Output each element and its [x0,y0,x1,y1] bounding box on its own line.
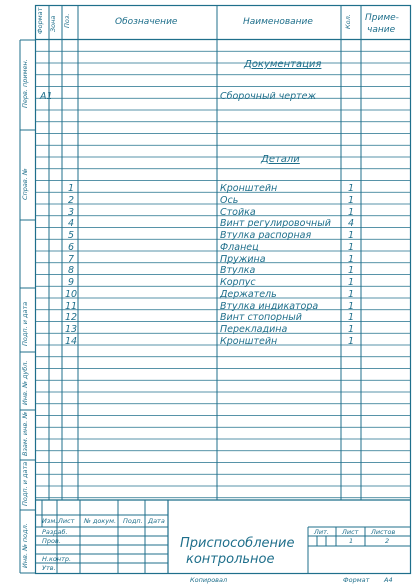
side-podp-data-1: Подп. и дата [21,301,29,346]
part-qty: 1 [348,335,355,347]
part-name: Корпус [220,277,256,288]
part-qty: 1 [348,183,355,194]
header-pos: Поз. [63,13,71,28]
part-name: Винт стопорный [220,312,302,324]
stamp-title-line1: Приспособление [180,536,295,551]
part-name: Ось [220,194,239,206]
header-format: Формат [36,7,44,34]
stamp-n-kontr: Н.контр. [42,555,72,563]
header-designation: Обозначение [115,17,178,27]
stamp-listov-label: Листов [371,528,396,536]
footer-format-label: Формат [343,576,370,584]
part-name: Пружина [220,253,266,265]
side-perv-primen: Перв. примен. [21,59,29,108]
part-qty: 1 [348,230,355,241]
part-pos: 14 [65,335,78,347]
part-qty: 1 [348,265,355,277]
side-sprav: Справ. № [21,168,29,200]
part-pos: 2 [68,194,75,206]
stamp-list-label: Лист [342,528,359,536]
part-name: Кронштейн [220,335,278,347]
part-pos: 9 [68,277,75,288]
stamp-lit-label: Лит. [314,528,329,536]
header-note-line1: Приме- [365,13,399,23]
part-qty: 1 [348,312,355,324]
part-qty: 1 [348,253,355,265]
part-qty: 4 [348,218,355,230]
stamp-prov: Пров. [42,537,61,545]
part-name: Кронштейн [220,183,278,194]
part-name: Втулка распорная [220,230,312,241]
stamp-list: Лист [58,517,75,525]
stamp-listov-value: 2 [385,537,390,545]
header-name: Наименование [243,17,313,27]
side-inv-dubl: Инв. № дубл. [21,360,29,405]
part-pos: 3 [68,206,75,218]
part-pos: 12 [65,312,78,324]
part-name: Фланец [220,241,259,253]
part-name: Втулка [220,265,256,277]
part-pos: 5 [68,230,75,241]
stamp-title-line2: контрольное [186,552,275,567]
section-documentation: Документация [244,59,322,70]
side-podp-data-2: Подп. и дата [21,461,29,506]
stamp-izm: Изм. [42,517,58,525]
part-name: Перекладина [220,324,288,335]
header-note-line2: чание [367,25,396,35]
part-pos: 1 [68,183,75,194]
doc-format: А1 [40,91,53,102]
part-name: Втулка индикатора [220,300,319,312]
stamp-razrab: Разраб. [42,528,68,536]
stamp-utv: Утв. [42,564,56,572]
part-qty: 1 [348,277,355,288]
part-pos: 4 [68,218,75,230]
doc-name: Сборочный чертеж [220,91,317,102]
part-name: Винт регулировочный [220,218,331,230]
part-name: Держатель [220,288,277,300]
part-pos: 6 [68,241,75,253]
stamp-podp: Подп. [123,517,143,525]
part-qty: 1 [348,324,355,335]
header-qty: Кол. [344,14,352,29]
stamp-list-value: 1 [349,537,354,545]
part-qty: 1 [348,194,355,206]
side-inv-podl: Инв. № подл. [21,523,29,568]
part-pos: 11 [65,300,78,312]
footer-format-value: А4 [384,576,393,584]
part-pos: 7 [68,253,75,265]
part-qty: 1 [348,206,355,218]
part-pos: 13 [65,324,78,335]
part-qty: 1 [348,288,355,300]
part-pos: 10 [65,288,78,300]
part-pos: 8 [68,265,75,277]
part-qty: 1 [348,300,355,312]
header-zone: Зона [49,15,57,32]
part-name: Стойка [220,206,256,218]
footer-copied: Копировал [190,576,228,584]
section-parts: Детали [261,154,300,165]
side-vzam-inv: Взам. инв. № [21,411,29,456]
part-qty: 1 [348,241,355,253]
stamp-n-dokum: № докум. [84,517,117,525]
stamp-data: Дата [148,517,165,525]
